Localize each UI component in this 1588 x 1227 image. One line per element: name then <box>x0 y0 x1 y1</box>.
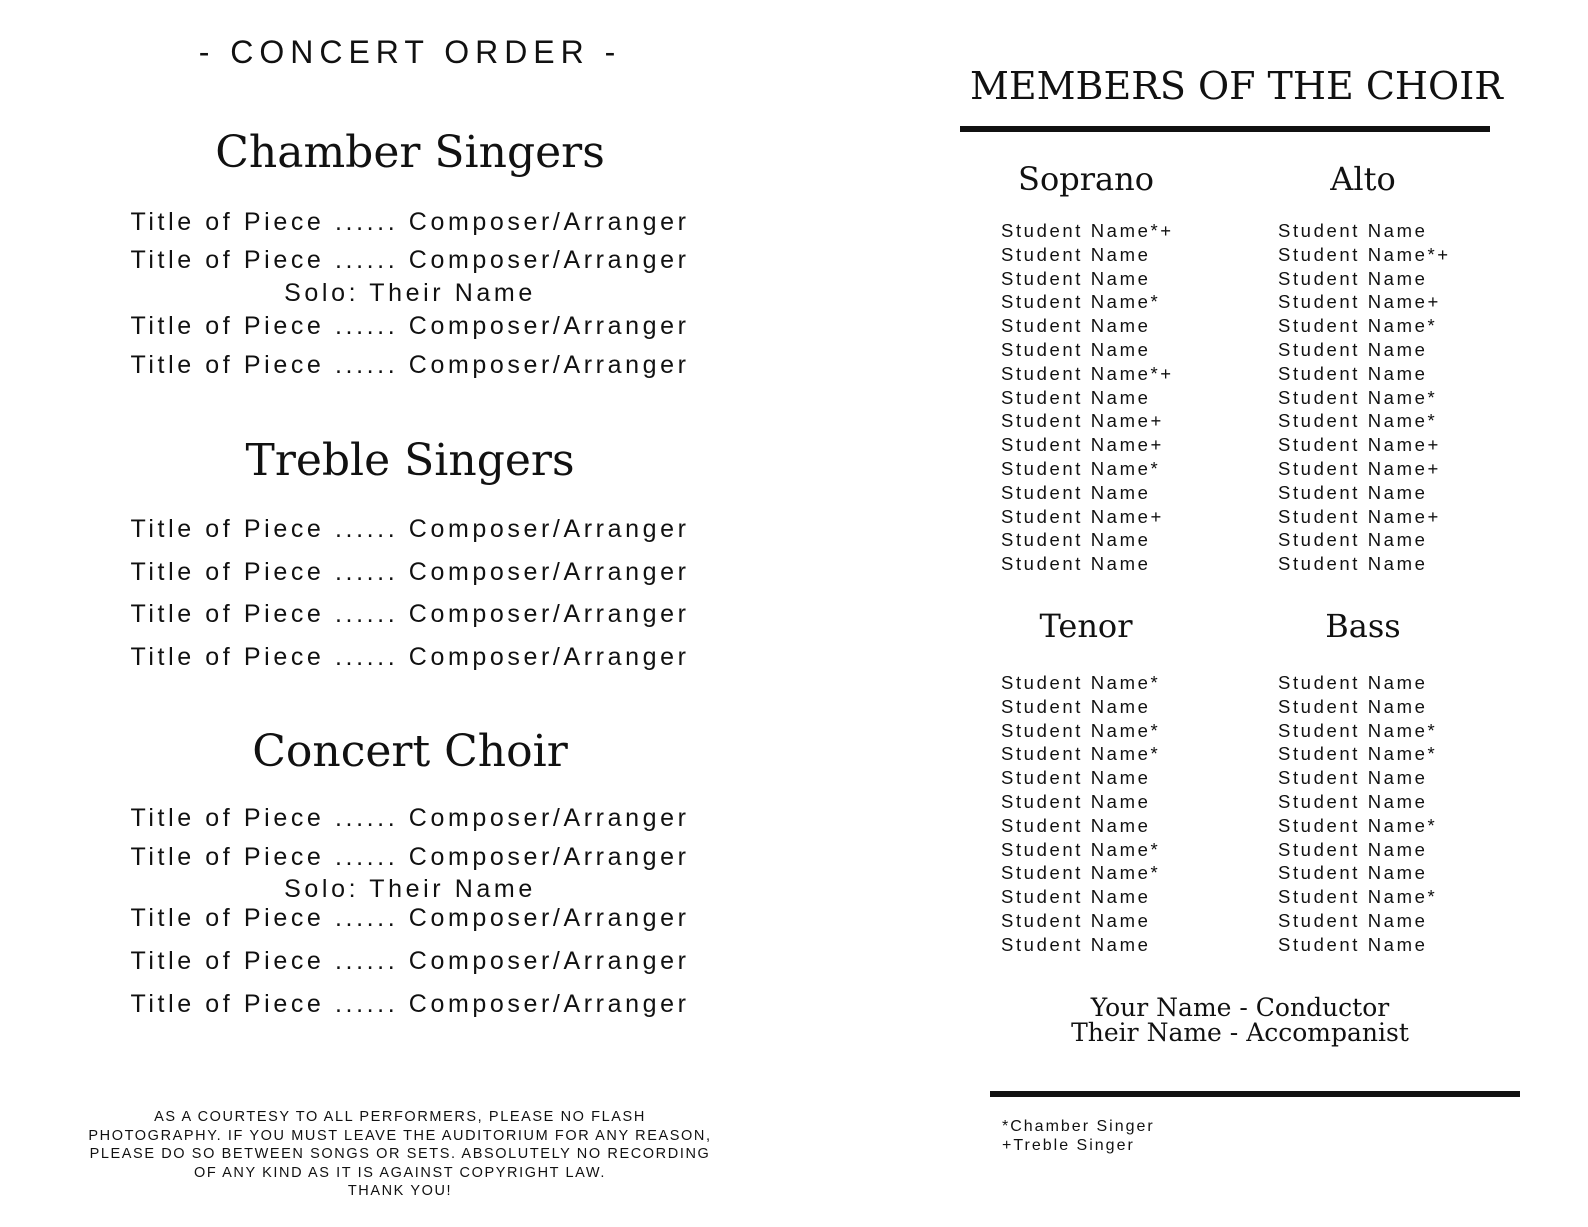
member-name: Student Name <box>1001 243 1151 265</box>
member-name: Student Name <box>1278 553 1428 575</box>
ensemble-title: Treble Singers <box>245 435 575 486</box>
section-heading-tenor: Tenor <box>1039 607 1133 645</box>
member-name: Student Name+ <box>1278 457 1441 479</box>
concert-order-heading: - CONCERT ORDER - <box>198 34 622 70</box>
member-name: Student Name <box>1278 529 1428 551</box>
member-name: Student Name <box>1278 909 1428 931</box>
solo-line: Solo: Their Name <box>284 875 536 903</box>
notice-line: AS A COURTESY TO ALL PERFORMERS, PLEASE NO FLASH <box>154 1109 646 1125</box>
member-name: Student Name <box>1278 695 1428 717</box>
member-name: Student Name* <box>1278 386 1438 408</box>
member-name: Student Name <box>1278 481 1428 503</box>
member-name: Student Name+ <box>1278 505 1441 527</box>
member-name: Student Name <box>1278 267 1428 289</box>
member-list-bass <box>1278 671 1437 957</box>
member-name: Student Name <box>1278 862 1428 884</box>
member-name: Student Name* <box>1001 838 1161 860</box>
member-name: Student Name+ <box>1278 434 1441 456</box>
member-name: Student Name <box>1001 553 1151 575</box>
member-list-soprano <box>1001 219 1174 576</box>
member-name: Student Name+ <box>1001 505 1164 527</box>
legend <box>1002 1117 1155 1155</box>
member-name: Student Name* <box>1001 719 1161 741</box>
divider-rule <box>960 126 1490 132</box>
ensemble-title: Concert Choir <box>252 726 568 777</box>
program-line: Title of Piece ...... Composer/Arranger <box>130 515 690 543</box>
program-line: Title of Piece ...... Composer/Arranger <box>130 843 690 871</box>
program-line: Title of Piece ...... Composer/Arranger <box>130 351 690 379</box>
member-name: Student Name+ <box>1001 410 1164 432</box>
member-list-alto <box>1278 219 1451 576</box>
member-name: Student Name <box>1001 315 1151 337</box>
member-name: Student Name <box>1001 767 1151 789</box>
legend-chamber-singer: *Chamber Singer <box>1002 1118 1155 1135</box>
section-heading-bass: Bass <box>1325 607 1401 645</box>
accompanist-line: Their Name - Accompanist <box>1071 1018 1409 1047</box>
member-name: Student Name* <box>1278 743 1438 765</box>
member-name: Student Name <box>1001 529 1151 551</box>
member-name: Student Name*+ <box>1001 362 1174 384</box>
program-line: Title of Piece ...... Composer/Arranger <box>130 600 690 628</box>
member-name: Student Name* <box>1278 886 1438 908</box>
member-name: Student Name* <box>1278 719 1438 741</box>
member-name: Student Name+ <box>1278 291 1441 313</box>
program-line: Title of Piece ...... Composer/Arranger <box>130 558 690 586</box>
member-name: Student Name <box>1001 814 1151 836</box>
program-line: Title of Piece ...... Composer/Arranger <box>130 643 690 671</box>
program-line: Title of Piece ...... Composer/Arranger <box>130 904 690 932</box>
section-heading-alto: Alto <box>1330 160 1396 198</box>
program-line: Title of Piece ...... Composer/Arranger <box>130 208 690 236</box>
member-name: Student Name* <box>1001 743 1161 765</box>
conductor-line: Your Name - Conductor <box>1090 993 1390 1022</box>
courtesy-notice <box>60 1108 740 1201</box>
notice-line: PLEASE DO SO BETWEEN SONGS OR SETS. ABSOLUTELY NO RECORDING <box>89 1146 711 1162</box>
notice-line: THANK YOU! <box>347 1183 453 1199</box>
member-list-tenor <box>1001 671 1160 957</box>
member-name: Student Name <box>1001 386 1151 408</box>
program-line: Title of Piece ...... Composer/Arranger <box>130 947 690 975</box>
member-name: Student Name <box>1278 672 1428 693</box>
member-name: Student Name* <box>1278 410 1438 432</box>
member-name: Student Name <box>1001 886 1151 908</box>
member-name: Student Name <box>1001 933 1151 955</box>
member-name: Student Name* <box>1001 291 1161 313</box>
program-line: Title of Piece ...... Composer/Arranger <box>130 312 690 340</box>
member-name: Student Name <box>1001 338 1151 360</box>
member-name: Student Name <box>1278 362 1428 384</box>
member-name: Student Name <box>1001 695 1151 717</box>
member-name: Student Name* <box>1001 672 1161 693</box>
ensemble-title: Chamber Singers <box>215 127 605 178</box>
legend-treble-singer: +Treble Singer <box>1002 1137 1135 1154</box>
members-heading: MEMBERS OF THE CHOIR <box>970 64 1503 108</box>
member-name: Student Name*+ <box>1001 220 1174 241</box>
member-name: Student Name <box>1278 838 1428 860</box>
member-name: Student Name* <box>1001 457 1161 479</box>
member-name: Student Name* <box>1001 862 1161 884</box>
program-line: Title of Piece ...... Composer/Arranger <box>130 990 690 1018</box>
member-name: Student Name <box>1278 220 1428 241</box>
member-name: Student Name* <box>1278 814 1438 836</box>
divider-rule <box>990 1091 1520 1097</box>
member-name: Student Name <box>1001 909 1151 931</box>
staff-credits <box>1040 995 1440 1045</box>
program-line: Title of Piece ...... Composer/Arranger <box>130 804 690 832</box>
member-name: Student Name <box>1278 767 1428 789</box>
member-name: Student Name <box>1001 267 1151 289</box>
member-name: Student Name <box>1001 481 1151 503</box>
section-heading-soprano: Soprano <box>1018 160 1154 198</box>
member-name: Student Name <box>1278 790 1428 812</box>
member-name: Student Name* <box>1278 315 1438 337</box>
solo-line: Solo: Their Name <box>284 279 536 307</box>
member-name: Student Name <box>1278 338 1428 360</box>
member-name: Student Name <box>1278 933 1428 955</box>
member-name: Student Name*+ <box>1278 243 1451 265</box>
notice-line: PHOTOGRAPHY. IF YOU MUST LEAVE THE AUDITORIUM FOR ANY REASON, <box>88 1127 712 1144</box>
program-line: Title of Piece ...... Composer/Arranger <box>130 246 690 274</box>
member-name: Student Name <box>1001 790 1151 812</box>
notice-line: OF ANY KIND AS IT IS AGAINST COPYRIGHT LAW. <box>193 1164 607 1181</box>
member-name: Student Name+ <box>1001 434 1164 456</box>
